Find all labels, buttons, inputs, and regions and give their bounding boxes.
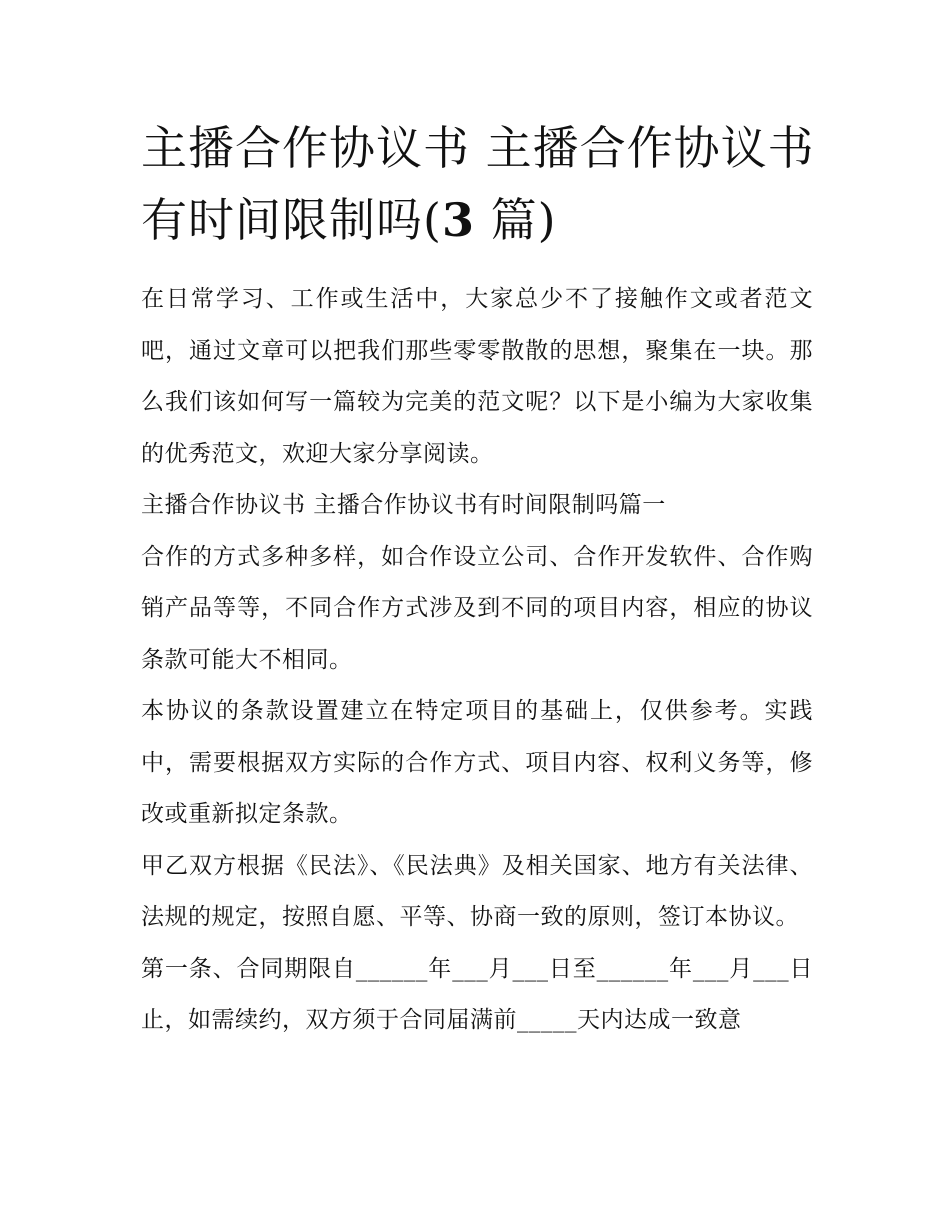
title-count: 3 [441,193,475,247]
intro-paragraph: 在日常学习、工作或生活中，大家总少不了接触作文或者范文吧，通过文章可以把我们那些零零散散的思想，聚集在一块。那么我们该如何写一篇较为完美的范文呢？以下是小编为大家收集的优秀范文，欢迎大家分享阅读。 [141,286,813,467]
document-body [141,274,813,1047]
body-paragraph: 合作的方式多种多样，如合作设立公司、合作开发软件、合作购销产品等等，不同合作方式涉及到不同的项目内容，相应的协议条款可能大不相同。 [141,543,813,673]
title-text-end: 篇) [474,193,557,247]
clause-paragraph: 第一条、合同期限自______年___月___日至______年___月___日止，如需续约，双方须于合同届满前_____天内达成一致意 [141,955,813,1033]
title-text: 主播合作协议书 主播合作协议书有时间限制吗( [141,121,815,247]
section-heading: 主播合作协议书 主播合作协议书有时间限制吗篇一 [141,492,666,518]
document-title [141,112,821,256]
body-paragraph: 甲乙双方根据《民法》、《民法典》及相关国家、地方有关法律、法规的规定，按照自愿、平等、协商一致的原则，签订本协议。 [141,852,813,930]
body-paragraph: 本协议的条款设置建立在特定项目的基础上，仅供参考。实践中，需要根据双方实际的合作方式、项目内容、权利义务等，修改或重新拟定条款。 [141,698,813,827]
